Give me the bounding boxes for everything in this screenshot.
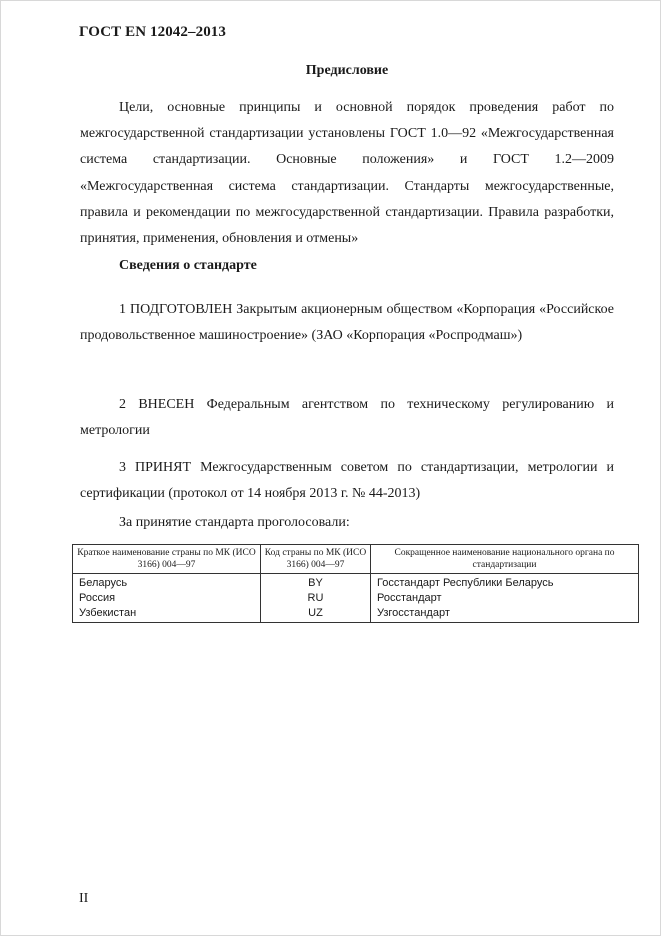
national-body: Росстандарт	[371, 591, 639, 606]
preface-title: Предисловие	[305, 63, 389, 78]
national-body: Узгосстандарт	[371, 606, 639, 623]
header-country-code: Код страны по МК (ИСО 3166) 004—97	[261, 545, 371, 574]
standard-info-item-1: 1 ПОДГОТОВЛЕН Закрытым акционерным обществом «Корпорация «Российское продовольственное машиностроение» (ЗАО «Корпорация «Роспродмаш»)	[80, 302, 614, 344]
vote-intro: За принятие стандарта проголосовали:	[119, 515, 350, 530]
country-code: UZ	[261, 606, 371, 623]
preface-paragraph: Цели, основные принципы и основной порядок проведения работ по межгосударственной стандартизации установлены ГОСТ 1.0—92 «Межгосударственная система стандартизации. Основные положения» и ГОСТ 1.2—2009 «Межгосударственная система стандартизации. Стандарты межгосударственные, правила и рекомендации по межгосударственной стандартизации. Правила разработки, принятия, применения, обновления и отмены»	[80, 100, 614, 247]
national-body: Госстандарт Республики Беларусь	[371, 574, 639, 592]
header-national-body: Сокращенное наименование национального органа по стандартизации	[371, 545, 639, 574]
country-name: Россия	[73, 591, 261, 606]
vote-table-header-row	[73, 545, 639, 574]
table-row	[73, 574, 639, 592]
header-country-name: Краткое наименование страны по МК (ИСО 3166) 004—97	[73, 545, 261, 574]
standard-info-item-2: 2 ВНЕСЕН Федеральным агентством по техническому регулированию и метрологии	[80, 397, 614, 439]
page-number: II	[79, 891, 89, 906]
country-code: RU	[261, 591, 371, 606]
standard-info-item-3: 3 ПРИНЯТ Межгосударственным советом по стандартизации, метрологии и сертификации (протокол от 14 ноября 2013 г. № 44-2013)	[80, 460, 614, 502]
country-name: Беларусь	[73, 574, 261, 592]
country-name: Узбекистан	[73, 606, 261, 623]
country-code: BY	[261, 574, 371, 592]
standard-info-heading: Сведения о стандарте	[119, 258, 257, 273]
vote-table	[72, 544, 639, 623]
table-row	[73, 606, 639, 623]
table-row	[73, 591, 639, 606]
document-code: ГОСТ EN 12042–2013	[79, 24, 226, 40]
